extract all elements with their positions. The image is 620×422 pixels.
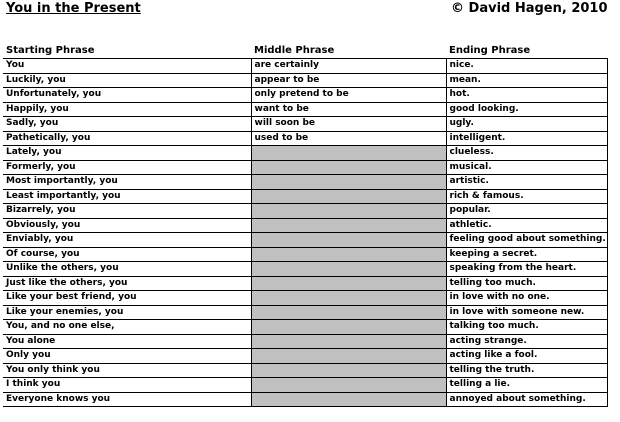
starting-phrase-cell: You, and no one else, [3,320,251,335]
table-row [3,262,607,277]
ending-phrase-cell: talking too much. [446,320,607,335]
table-row [3,146,607,161]
middle-phrase-cell [251,334,446,349]
starting-phrase-cell: Happily, you [3,102,251,117]
middle-phrase-cell [251,204,446,219]
table-row [3,334,607,349]
table-row [3,88,607,103]
ending-phrase-cell: good looking. [446,102,607,117]
middle-phrase-cell [251,349,446,364]
table-row [3,117,607,132]
starting-phrase-cell: Bizarrely, you [3,204,251,219]
table-row [3,189,607,204]
ending-phrase-cell: keeping a secret. [446,247,607,262]
starting-phrase-cell: Unlike the others, you [3,262,251,277]
ending-phrase-cell: telling the truth. [446,363,607,378]
middle-phrase-cell [251,276,446,291]
table-row [3,378,607,393]
middle-phrase-cell: only pretend to be [251,88,446,103]
starting-phrase-header: Starting Phrase [3,44,251,59]
starting-phrase-cell: Formerly, you [3,160,251,175]
table-row [3,59,607,74]
starting-phrase-cell: Enviably, you [3,233,251,248]
middle-phrase-cell [251,189,446,204]
middle-phrase-cell [251,305,446,320]
middle-phrase-cell [251,175,446,190]
middle-phrase-cell [251,146,446,161]
ending-phrase-cell: telling a lie. [446,378,607,393]
starting-phrase-cell: Sadly, you [3,117,251,132]
table-row [3,305,607,320]
starting-phrase-cell: Just like the others, you [3,276,251,291]
ending-phrase-cell: athletic. [446,218,607,233]
starting-phrase-cell: Like your best friend, you [3,291,251,306]
ending-phrase-cell: musical. [446,160,607,175]
middle-phrase-cell: will soon be [251,117,446,132]
table-row [3,247,607,262]
middle-phrase-cell: appear to be [251,73,446,88]
ending-phrase-cell: annoyed about something. [446,392,607,407]
table-row [3,291,607,306]
middle-phrase-cell: used to be [251,131,446,146]
middle-phrase-cell [251,247,446,262]
starting-phrase-cell: Like your enemies, you [3,305,251,320]
middle-phrase-cell [251,291,446,306]
starting-phrase-cell: Luckily, you [3,73,251,88]
ending-phrase-cell: popular. [446,204,607,219]
table-row [3,276,607,291]
table-row [3,102,607,117]
middle-phrase-cell [251,392,446,407]
table-row [3,320,607,335]
header-row [3,44,607,59]
ending-phrase-cell: ugly. [446,117,607,132]
starting-phrase-cell: Pathetically, you [3,131,251,146]
table-row [3,349,607,364]
ending-phrase-cell: speaking from the heart. [446,262,607,277]
middle-phrase-cell [251,262,446,277]
table-row [3,363,607,378]
ending-phrase-cell: artistic. [446,175,607,190]
ending-phrase-cell: clueless. [446,146,607,161]
ending-phrase-cell: mean. [446,73,607,88]
starting-phrase-cell: Most importantly, you [3,175,251,190]
middle-phrase-cell: are certainly [251,59,446,74]
middle-phrase-cell [251,233,446,248]
table-row [3,204,607,219]
table-row [3,218,607,233]
middle-phrase-cell [251,363,446,378]
ending-phrase-cell: feeling good about something. [446,233,607,248]
starting-phrase-cell: Least importantly, you [3,189,251,204]
starting-phrase-cell: You [3,59,251,74]
middle-phrase-cell: want to be [251,102,446,117]
table-row [3,233,607,248]
table-row [3,392,607,407]
table-row [3,175,607,190]
ending-phrase-cell: acting strange. [446,334,607,349]
ending-phrase-cell: hot. [446,88,607,103]
starting-phrase-cell: Of course, you [3,247,251,262]
copyright-notice: © David Hagen, 2010 [451,1,608,16]
middle-phrase-cell [251,320,446,335]
middle-phrase-cell [251,218,446,233]
middle-phrase-cell [251,378,446,393]
starting-phrase-cell: Everyone knows you [3,392,251,407]
starting-phrase-cell: Only you [3,349,251,364]
starting-phrase-cell: Lately, you [3,146,251,161]
table-row [3,131,607,146]
ending-phrase-cell: intelligent. [446,131,607,146]
starting-phrase-cell: Unfortunately, you [3,88,251,103]
ending-phrase-cell: acting like a fool. [446,349,607,364]
starting-phrase-cell: I think you [3,378,251,393]
starting-phrase-cell: You only think you [3,363,251,378]
middle-phrase-header: Middle Phrase [251,44,446,59]
ending-phrase-cell: in love with someone new. [446,305,607,320]
document-title: You in the Present [6,1,141,16]
ending-phrase-cell: in love with no one. [446,291,607,306]
table-row [3,160,607,175]
ending-phrase-cell: rich & famous. [446,189,607,204]
ending-phrase-header: Ending Phrase [446,44,607,59]
ending-phrase-cell: telling too much. [446,276,607,291]
ending-phrase-cell: nice. [446,59,607,74]
table-row [3,73,607,88]
starting-phrase-cell: You alone [3,334,251,349]
middle-phrase-cell [251,160,446,175]
starting-phrase-cell: Obviously, you [3,218,251,233]
phrase-table [3,44,608,407]
